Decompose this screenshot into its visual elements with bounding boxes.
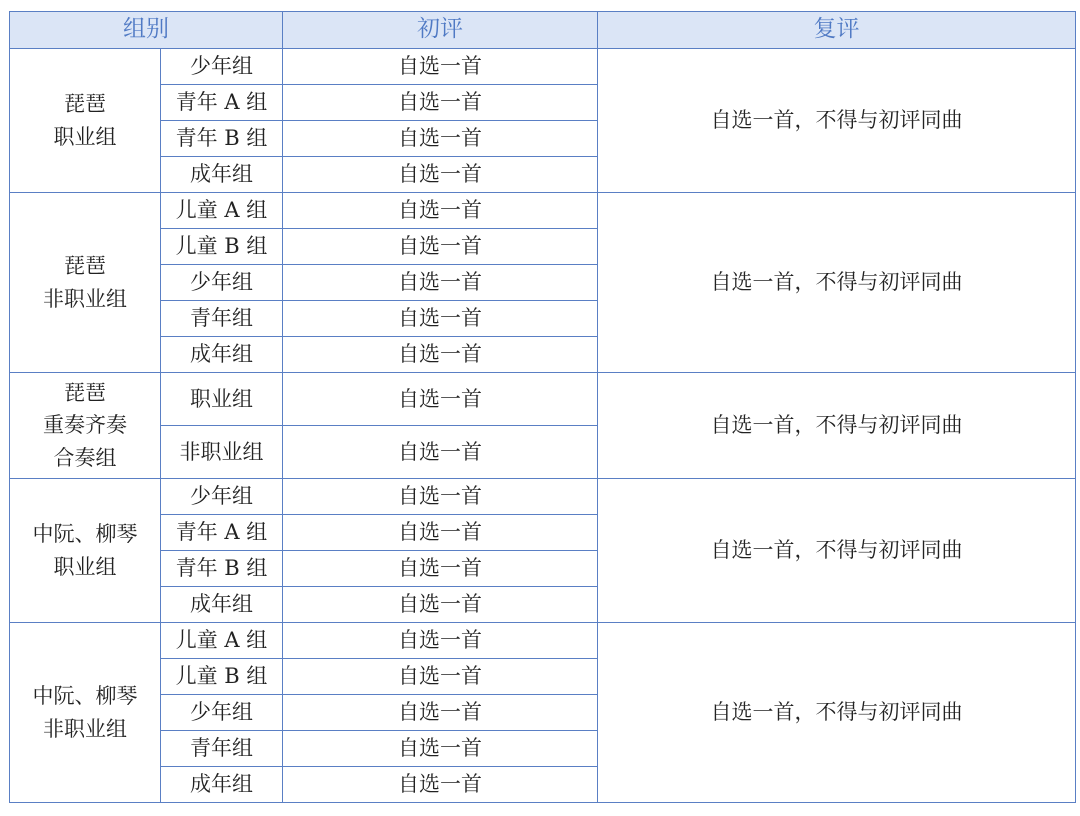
table-body — [10, 49, 1076, 803]
header-second-round: 复评 — [598, 12, 1076, 49]
competition-table — [9, 11, 1076, 803]
first-round-cell: 自选一首 — [283, 479, 598, 515]
competition-table-container — [9, 11, 1075, 803]
subgroup-cell: 成年组 — [161, 157, 283, 193]
subgroup-cell: 儿童 A 组 — [161, 623, 283, 659]
first-round-cell: 自选一首 — [283, 373, 598, 426]
first-round-cell: 自选一首 — [283, 767, 598, 803]
header-row — [10, 12, 1076, 49]
subgroup-cell: 职业组 — [161, 373, 283, 426]
section-name-line: 职业组 — [53, 554, 117, 579]
section-name — [10, 373, 161, 479]
subgroup-cell: 少年组 — [161, 695, 283, 731]
subgroup-cell: 成年组 — [161, 767, 283, 803]
table-row — [10, 373, 1076, 426]
subgroup-cell: 青年组 — [161, 301, 283, 337]
section-name-line: 重奏齐奏 — [43, 413, 127, 438]
table-row — [10, 623, 1076, 659]
second-round-cell: 自选一首，不得与初评同曲 — [598, 623, 1076, 803]
first-round-cell: 自选一首 — [283, 301, 598, 337]
section-name-line: 非职业组 — [43, 716, 127, 741]
first-round-cell: 自选一首 — [283, 587, 598, 623]
first-round-cell: 自选一首 — [283, 659, 598, 695]
first-round-cell: 自选一首 — [283, 695, 598, 731]
section-name — [10, 193, 161, 373]
first-round-cell: 自选一首 — [283, 121, 598, 157]
section-name — [10, 479, 161, 623]
subgroup-cell: 青年组 — [161, 731, 283, 767]
second-round-cell: 自选一首，不得与初评同曲 — [598, 193, 1076, 373]
subgroup-cell: 儿童 A 组 — [161, 193, 283, 229]
first-round-cell: 自选一首 — [283, 515, 598, 551]
first-round-cell: 自选一首 — [283, 229, 598, 265]
subgroup-cell: 青年 B 组 — [161, 551, 283, 587]
table-row — [10, 193, 1076, 229]
subgroup-cell: 青年 A 组 — [161, 85, 283, 121]
header-group: 组别 — [10, 12, 283, 49]
first-round-cell: 自选一首 — [283, 731, 598, 767]
section-name-line: 中阮、柳琴 — [32, 521, 138, 546]
second-round-cell: 自选一首，不得与初评同曲 — [598, 479, 1076, 623]
first-round-cell: 自选一首 — [283, 85, 598, 121]
first-round-cell: 自选一首 — [283, 49, 598, 85]
section-name-line: 琵琶 — [64, 91, 106, 116]
header-first-round: 初评 — [283, 12, 598, 49]
section-name-line: 中阮、柳琴 — [32, 683, 138, 708]
section-name-line: 职业组 — [53, 124, 117, 149]
first-round-cell: 自选一首 — [283, 193, 598, 229]
first-round-cell: 自选一首 — [283, 157, 598, 193]
table-row — [10, 49, 1076, 85]
first-round-cell: 自选一首 — [283, 426, 598, 479]
subgroup-cell: 成年组 — [161, 337, 283, 373]
section-name-line: 琵琶 — [64, 253, 106, 278]
subgroup-cell: 青年 B 组 — [161, 121, 283, 157]
subgroup-cell: 儿童 B 组 — [161, 229, 283, 265]
table-row — [10, 479, 1076, 515]
subgroup-cell: 非职业组 — [161, 426, 283, 479]
second-round-cell: 自选一首，不得与初评同曲 — [598, 373, 1076, 479]
subgroup-cell: 儿童 B 组 — [161, 659, 283, 695]
first-round-cell: 自选一首 — [283, 265, 598, 301]
section-name-line: 合奏组 — [53, 445, 117, 470]
first-round-cell: 自选一首 — [283, 551, 598, 587]
subgroup-cell: 少年组 — [161, 265, 283, 301]
subgroup-cell: 少年组 — [161, 49, 283, 85]
subgroup-cell: 成年组 — [161, 587, 283, 623]
section-name — [10, 623, 161, 803]
first-round-cell: 自选一首 — [283, 337, 598, 373]
section-name-line: 非职业组 — [43, 286, 127, 311]
subgroup-cell: 少年组 — [161, 479, 283, 515]
second-round-cell: 自选一首，不得与初评同曲 — [598, 49, 1076, 193]
first-round-cell: 自选一首 — [283, 623, 598, 659]
section-name-line: 琵琶 — [64, 380, 106, 405]
subgroup-cell: 青年 A 组 — [161, 515, 283, 551]
section-name — [10, 49, 161, 193]
